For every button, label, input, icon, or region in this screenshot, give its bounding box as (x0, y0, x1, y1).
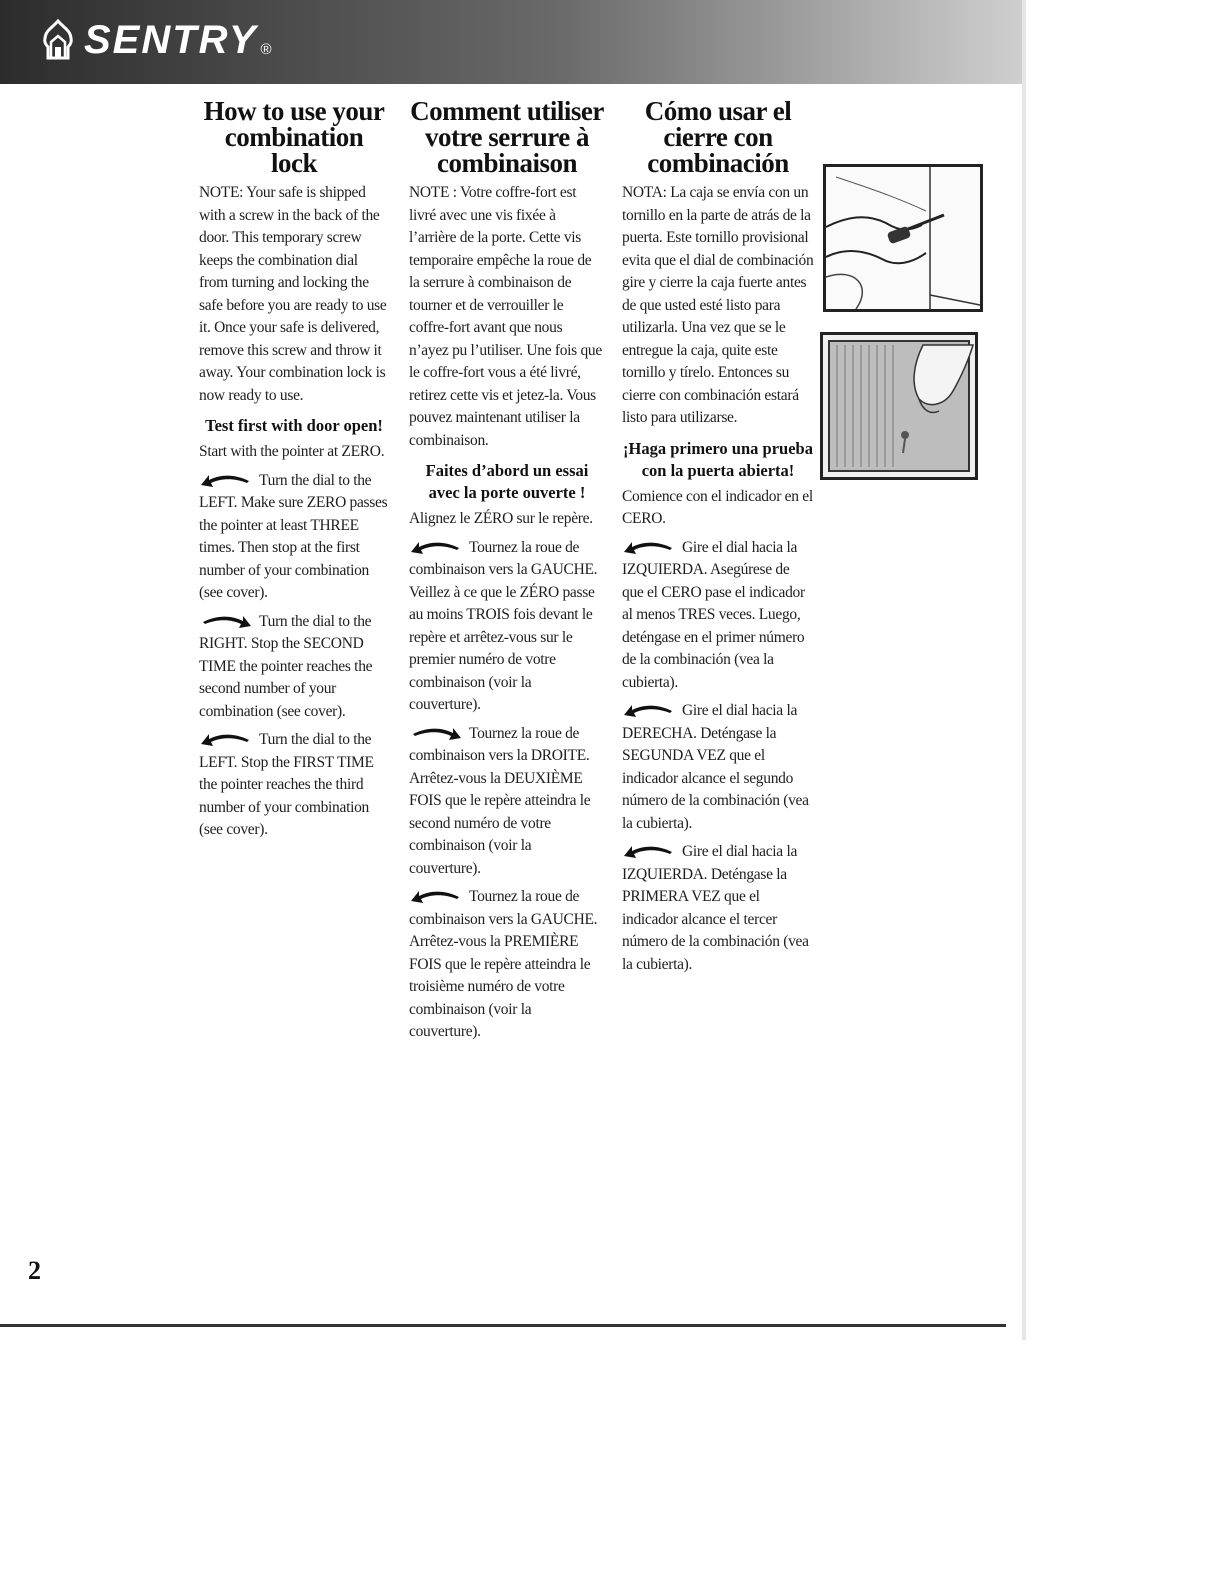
left-turn-arrow-icon (409, 887, 463, 903)
french-step-1-text: Tournez la roue de combinaison vers la GAUCHE. Veillez à ce que le ZÉRO passe au moins TROIS fois devant le repère et arrêtez-vous sur le premier numéro de votre combinaison (voir la couverture). (409, 538, 598, 713)
spanish-step-2 (622, 700, 814, 835)
french-column (409, 98, 605, 1050)
spanish-step-3 (622, 841, 814, 976)
screwdriver-illustration (823, 164, 983, 312)
english-step-2-text: Turn the dial to the RIGHT. Stop the SECOND TIME the pointer reaches the second number of your combination (see cover). (199, 612, 373, 720)
registered-mark: ® (260, 40, 272, 58)
screw-removal-illustration (820, 332, 978, 480)
spanish-step-3-text: Gire el dial hacia la IZQUIERDA. Deténgase la PRIMERA VEZ que el indicador alcance el tercer número de la combinación (vea la cubierta). (622, 843, 809, 973)
english-column (199, 98, 389, 848)
english-title: How to use your combination lock (203, 96, 385, 178)
english-step-1 (199, 470, 389, 605)
french-step-1 (409, 537, 605, 717)
spanish-title: Cómo usar el cierre con combinación (644, 96, 792, 178)
english-start: Start with the pointer at ZERO. (199, 443, 385, 460)
english-step-2 (199, 611, 389, 724)
spanish-step-1 (622, 537, 814, 695)
french-step-3-text: Tournez la roue de combinaison vers la GAUCHE. Arrêtez-vous la PREMIÈRE FOIS que le repère atteindra le troisième numéro de votre combinaison (voir la couverture). (409, 888, 598, 1040)
english-note: NOTE: Your safe is shipped with a screw in the back of the door. This temporary screw keeps the combination dial from turning and locking the safe before you are ready to use it. Once your safe is delivered, remove this screw and throw it away. Your combination lock is now ready to use. (199, 184, 387, 404)
right-turn-arrow-icon (199, 612, 253, 628)
screwdriver-hand-icon (826, 167, 980, 309)
french-step-2 (409, 723, 605, 881)
english-step-3 (199, 729, 389, 842)
brand-name: SENTRY (84, 18, 258, 62)
right-turn-arrow-icon (409, 724, 463, 740)
french-test-heading: Faites d’abord un essai avec la porte ouverte ! (425, 461, 589, 502)
spanish-test-heading: ¡Haga primero una prueba con la puerta abierta! (623, 438, 813, 480)
english-step-3-text: Turn the dial to the LEFT. Stop the FIRST TIME the pointer reaches the third number of your combination (see cover). (199, 731, 374, 838)
left-turn-arrow-icon (199, 471, 253, 487)
page-number: 2 (28, 1256, 41, 1285)
spanish-start: Comience con el indicador en el CERO. (622, 487, 813, 527)
english-test-heading: Test first with door open! (205, 416, 383, 435)
spanish-column (622, 98, 814, 982)
sentry-flame-house-icon (36, 18, 80, 62)
french-title: Comment utiliser votre serrure à combinaison (410, 96, 604, 178)
french-step-2-text: Tournez la roue de combinaison vers la DROITE. Arrêtez-vous la DEUXIÈME FOIS que le repère atteindra le second numéro de votre combinaison (voir la couverture). (409, 724, 591, 877)
french-step-3 (409, 886, 605, 1044)
left-turn-arrow-icon (622, 701, 676, 717)
english-step-1-text: Turn the dial to the LEFT. Make sure ZERO passes the pointer at least THREE times. Then stop at the first number of your combination (see cover). (199, 471, 388, 601)
header-band (0, 0, 1022, 84)
spanish-step-2-text: Gire el dial hacia la DERECHA. Deténgase la SEGUNDA VEZ que el indicador alcance el segundo número de la combinación (vea la cubierta). (622, 702, 809, 832)
brand-logo (36, 18, 272, 62)
screw-hand-icon (823, 335, 975, 477)
left-turn-arrow-icon (622, 842, 676, 858)
left-turn-arrow-icon (622, 538, 676, 554)
french-note: NOTE : Votre coffre-fort est livré avec une vis fixée à l’arrière de la porte. Cette vis temporaire empêche la roue de la serrure à combinaison de tourner et de verrouiller le coffre-fort avant que nous n’ayez pu l’utiliser. Une fois que le coffre-fort vous a été livré, retirez cette vis et jetez-la. Vous pouvez maintenant utiliser la combinaison. (409, 184, 602, 449)
french-start: Alignez le ZÉRO sur le repère. (409, 510, 593, 527)
bottom-rule (0, 1324, 1006, 1327)
left-turn-arrow-icon (199, 730, 253, 746)
spanish-step-1-text: Gire el dial hacia la IZQUIERDA. Asegúrese de que el CERO pase el indicador al menos TRES veces. Luego, deténgase en el primer número de la combinación (vea la cubierta). (622, 538, 805, 691)
page-edge (1022, 0, 1026, 1340)
spanish-note: NOTA: La caja se envía con un tornillo en la parte de atrás de la puerta. Este tornillo provisional evita que el dial de combinación gire y cierre la caja fuerte antes de que usted esté listo para utilizarla. Una vez que se le entregue la caja, quite este tornillo y tírelo. Entonces su cierre con combinación estará listo para utilizarse. (622, 184, 814, 426)
left-turn-arrow-icon (409, 538, 463, 554)
